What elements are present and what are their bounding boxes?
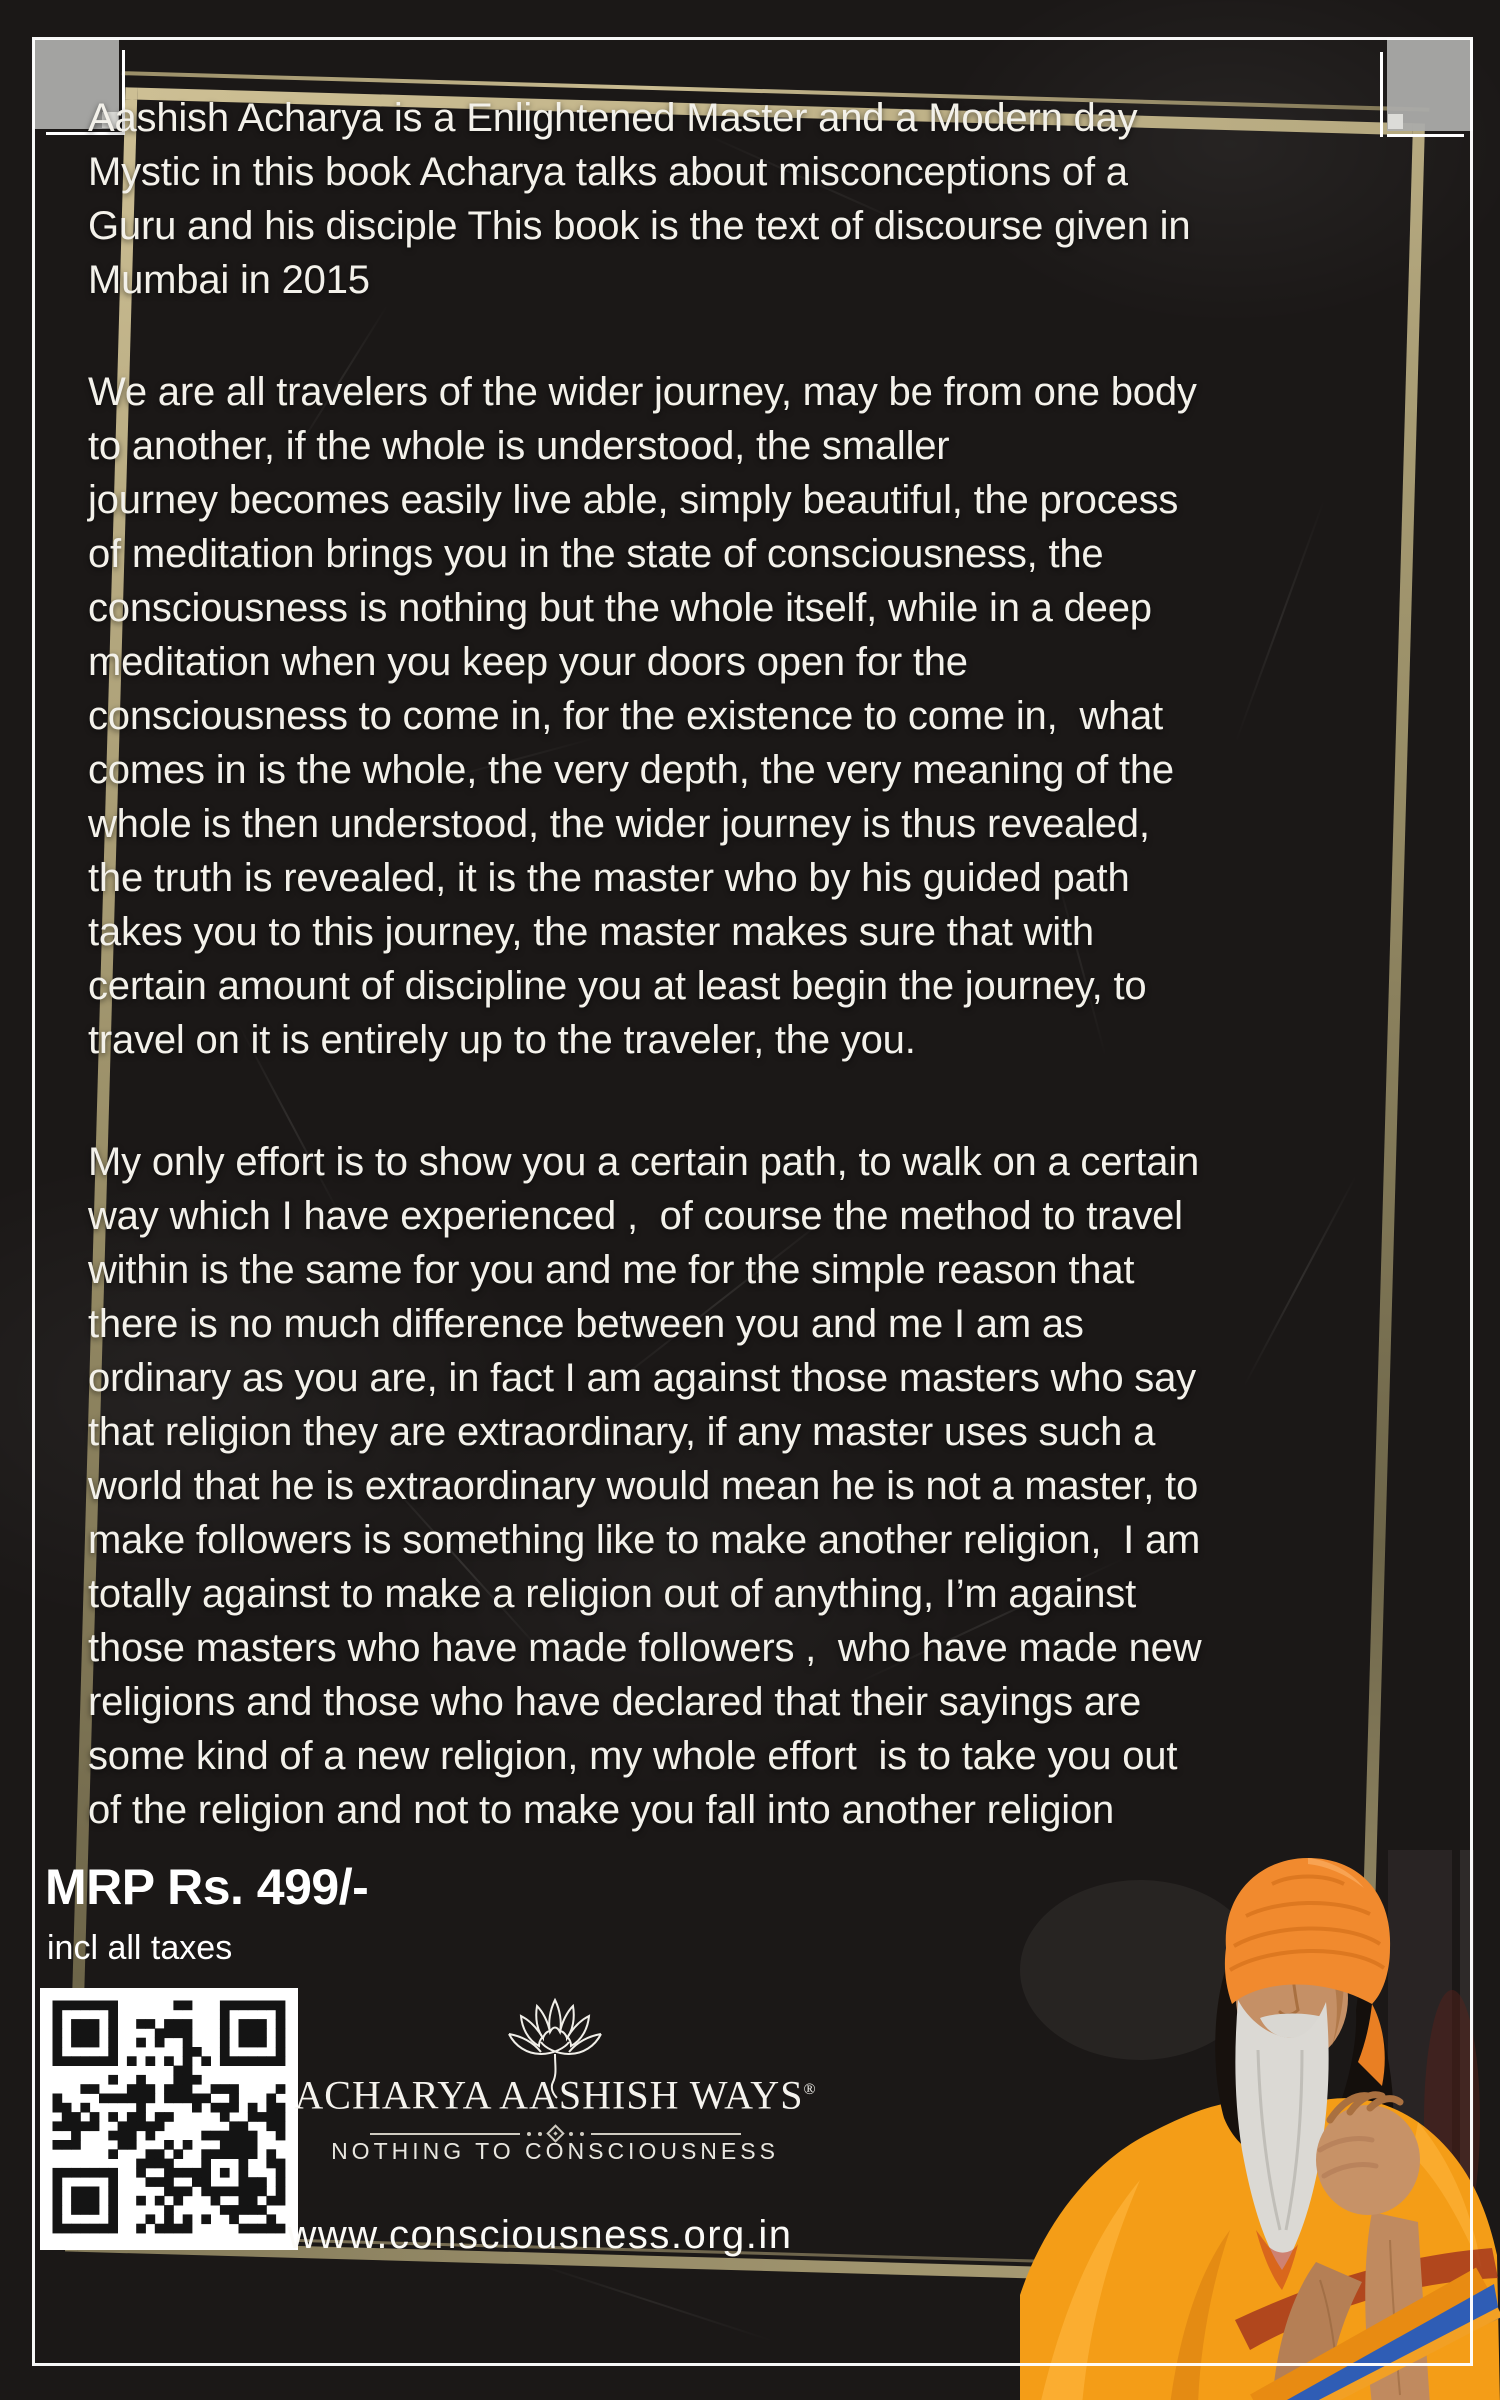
text-line: travel on it is entirely up to the traveler, the you. [88, 1018, 916, 1062]
price-mrp: MRP Rs. 499/- [45, 1859, 369, 1915]
divider-dot [527, 2132, 531, 2136]
text-line: whole is then understood, the wider journey is thus revealed, [88, 802, 1150, 846]
guru-photo [1020, 1850, 1500, 2400]
text-line: totally against to make a religion out of anything, I’m against [88, 1572, 1137, 1616]
body-paragraph-2 [88, 1135, 1201, 1837]
body-paragraph-1 [88, 365, 1197, 1067]
text-line: those masters who have made followers , who have made new [88, 1626, 1202, 1670]
text-line: religions and those who have declared that their sayings are [88, 1680, 1142, 1724]
divider-dot [538, 2132, 542, 2136]
divider-dot [580, 2132, 584, 2136]
text-line: certain amount of discipline you at least begin the journey, to [88, 964, 1147, 1008]
corner-notch-top-right [1388, 114, 1403, 129]
text-line: My only effort is to show you a certain path, to walk on a certain [88, 1140, 1200, 1184]
text-line: Aashish Acharya is a Enlightened Master and a Modern day [88, 96, 1138, 140]
text-line: We are all travelers of the wider journey, may be from one body [88, 370, 1197, 414]
divider-line [591, 2133, 741, 2135]
divider-dot [569, 2132, 573, 2136]
text-line: way which I have experienced , of course the method to travel [88, 1194, 1183, 1238]
text-line: ordinary as you are, in fact I am against those masters who say [88, 1356, 1196, 1400]
brand-tagline: NOTHING TO CONSCIOUSNESS [331, 2138, 779, 2164]
brand-name: ACHARYA AASHISH WAYS [294, 2072, 804, 2118]
text-line: journey becomes easily live able, simply beautiful, the process [88, 478, 1179, 522]
marble-vein [526, 2260, 774, 2342]
text-line: make followers is something like to make another religion, I am [88, 1518, 1201, 1562]
divider-line [370, 2133, 520, 2135]
corner-line-top-right-horizontal [1387, 134, 1464, 137]
text-line: the truth is revealed, it is the master who by his guided path [88, 856, 1130, 900]
text-line: comes in is the whole, the very depth, the very meaning of the [88, 748, 1174, 792]
text-line: consciousness is nothing but the whole itself, while in a deep [88, 586, 1152, 630]
registered-mark: ® [803, 2081, 816, 2098]
text-line: of meditation brings you in the state of consciousness, the [88, 532, 1104, 576]
text-line: world that he is extraordinary would mean he is not a master, to [88, 1464, 1198, 1508]
intro-paragraph [88, 91, 1190, 307]
brand-wordmark [195, 2064, 915, 2121]
text-line: takes you to this journey, the master makes sure that with [88, 910, 1094, 954]
text-line: some kind of a new religion, my whole effort is to take you out [88, 1734, 1178, 1778]
text-line: meditation when you keep your doors open for the [88, 640, 968, 684]
text-line: there is no much difference between you and me I am as [88, 1302, 1084, 1346]
text-line: that religion they are extraordinary, if any master uses such a [88, 1410, 1156, 1454]
text-line: consciousness to come in, for the existence to come in, what [88, 694, 1164, 738]
corner-line-top-right-vertical [1380, 52, 1383, 137]
text-line: Mumbai in 2015 [88, 258, 370, 302]
text-line: of the religion and not to make you fall into another religion [88, 1788, 1115, 1832]
price-tax-note: incl all taxes [47, 1929, 233, 1967]
text-line: Mystic in this book Acharya talks about misconceptions of a [88, 150, 1128, 194]
text-line: Guru and his disciple This book is the text of discourse given in [88, 204, 1191, 248]
website-url: www.consciousness.org.in [287, 2213, 793, 2257]
text-line: within is the same for you and me for the simple reason that [88, 1248, 1135, 1292]
text-line: to another, if the whole is understood, the smaller [88, 424, 950, 468]
